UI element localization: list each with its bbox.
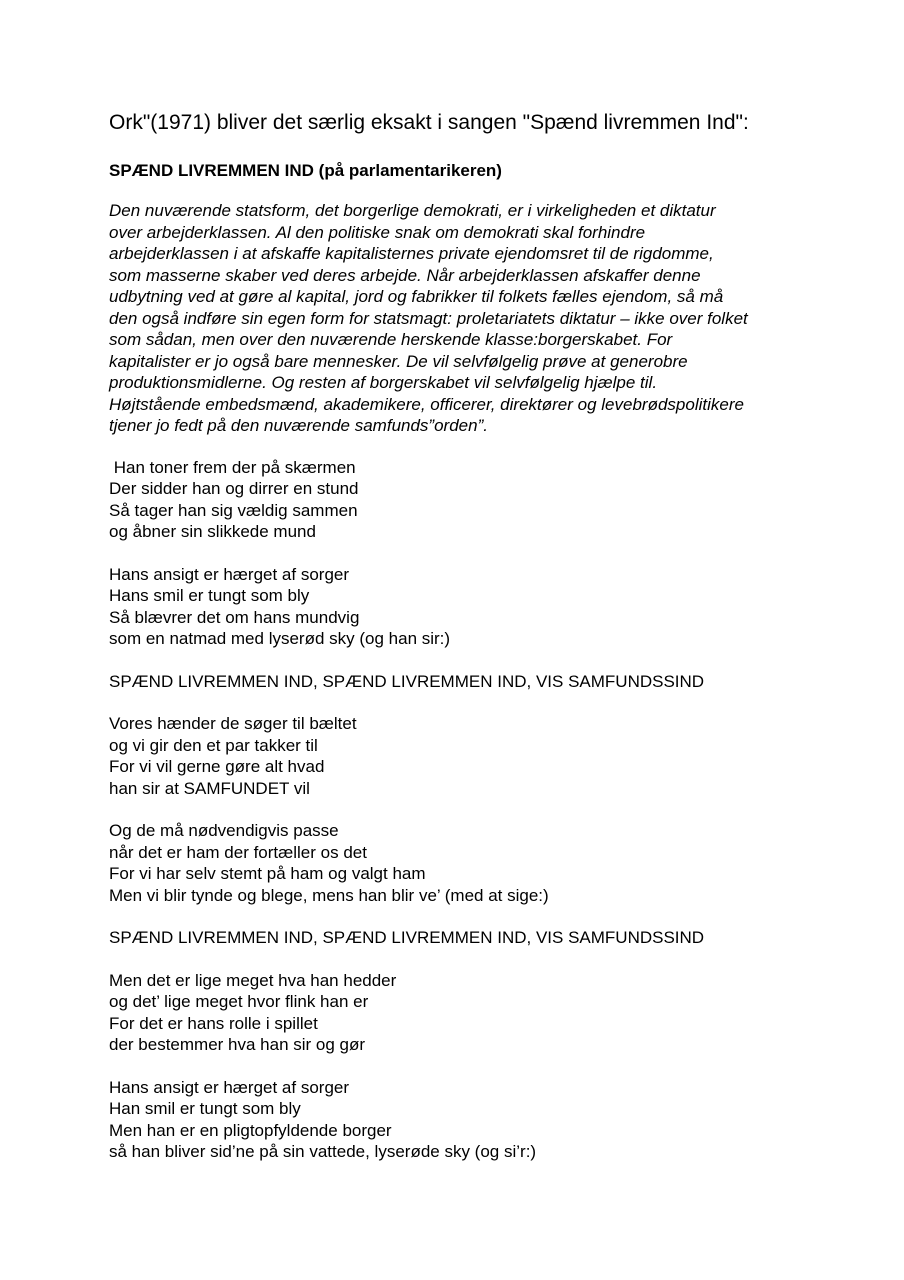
lyric-line: Men det er lige meget hva han hedder bbox=[109, 970, 397, 990]
lyric-line: som en natmad med lyserød sky (og han sir:) bbox=[109, 629, 451, 648]
lyric-line: Der sidder han og dirrer en stund bbox=[109, 479, 359, 498]
stanza-3 bbox=[109, 713, 829, 799]
prose-line: produktionsmidlerne. Og resten af borgerskabet vil selvfølgelig hjælpe til. bbox=[109, 373, 658, 392]
lyric-line: Hans smil er tungt som bly bbox=[109, 586, 310, 605]
prose-line: udbytning ved at gøre al kapital, jord og fabrikker til folkets fælles ejendom, så må bbox=[109, 287, 724, 306]
lyric-line: Men han er en pligtopfyldende borger bbox=[109, 1120, 392, 1140]
lyric-line: Men vi blir tynde og blege, mens han blir ve’ (med at sige:) bbox=[109, 885, 549, 905]
lyric-line: der bestemmer hva han sir og gør bbox=[109, 1035, 366, 1054]
stanza-6 bbox=[109, 1077, 829, 1163]
prose-line: den også indføre sin egen form for statsmagt: proletariatets diktatur – ikke over folket bbox=[109, 308, 748, 328]
refrain-2: SPÆND LIVREMMEN IND, SPÆND LIVREMMEN IND, VIS SAMFUNDSSIND bbox=[109, 928, 705, 947]
prose-line: Højtstående embedsmænd, akademikere, officerer, direktører og levebrødspolitikere bbox=[109, 394, 744, 414]
document-body bbox=[109, 106, 829, 1184]
song-title: SPÆND LIVREMMEN IND (på parlamentarikeren) bbox=[109, 161, 502, 180]
stanza-5 bbox=[109, 970, 829, 1056]
lyric-line: han sir at SAMFUNDET vil bbox=[109, 778, 310, 798]
lyric-line: For vi vil gerne gøre alt hvad bbox=[109, 757, 325, 776]
prose-line: kapitalister er jo også bare mennesker. De vil selvfølgelig prøve at generobre bbox=[109, 351, 688, 371]
stanza-4 bbox=[109, 820, 829, 906]
lyric-line: og åbner sin slikkede mund bbox=[109, 522, 316, 541]
intro-sentence: Ork"(1971) bliver det særlig eksakt i sangen "Spænd livremmen Ind": bbox=[109, 111, 749, 134]
prose-line: arbejderklassen i at afskaffe kapitalisternes private ejendomsret til de rigdomme, bbox=[109, 244, 714, 263]
prose-line: Den nuværende statsform, det borgerlige demokrati, er i virkeligheden et diktatur bbox=[109, 201, 716, 220]
lyric-line: og vi gir den et par takker til bbox=[109, 735, 318, 755]
lyric-line: For vi har selv stemt på ham og valgt ham bbox=[109, 864, 426, 883]
refrain-1: SPÆND LIVREMMEN IND, SPÆND LIVREMMEN IND, VIS SAMFUNDSSIND bbox=[109, 671, 705, 691]
lyric-line: Hans ansigt er hærget af sorger bbox=[109, 1077, 350, 1097]
lyric-line: Vores hænder de søger til bæltet bbox=[109, 714, 357, 733]
lyric-line: Han smil er tungt som bly bbox=[109, 1099, 301, 1118]
stanza-2 bbox=[109, 564, 829, 650]
stanza-1 bbox=[109, 457, 829, 543]
lyric-line: når det er ham der fortæller os det bbox=[109, 842, 367, 862]
prose-line: over arbejderklassen. Al den politiske snak om demokrati skal forhindre bbox=[109, 222, 646, 242]
italic-prose-paragraph bbox=[109, 200, 829, 437]
lyric-line: Og de må nødvendigvis passe bbox=[109, 821, 339, 840]
lyric-line: For det er hans rolle i spillet bbox=[109, 1013, 318, 1033]
lyric-line: så han bliver sid’ne på sin vattede, lyserøde sky (og si’r:) bbox=[109, 1142, 537, 1161]
prose-line: som masserne skaber ved deres arbejde. Når arbejderklassen afskaffer denne bbox=[109, 265, 701, 285]
lyric-line: Så tager han sig vældig sammen bbox=[109, 500, 358, 520]
prose-line: tjener jo fedt på den nuværende samfunds”orden”. bbox=[109, 416, 488, 435]
prose-line: som sådan, men over den nuværende herskende klasse:borgerskabet. For bbox=[109, 330, 673, 349]
lyric-line: Hans ansigt er hærget af sorger bbox=[109, 564, 350, 584]
lyric-line: og det’ lige meget hvor flink han er bbox=[109, 992, 369, 1011]
lyric-line: Så blævrer det om hans mundvig bbox=[109, 607, 360, 627]
lyric-line: Han toner frem der på skærmen bbox=[109, 457, 356, 477]
